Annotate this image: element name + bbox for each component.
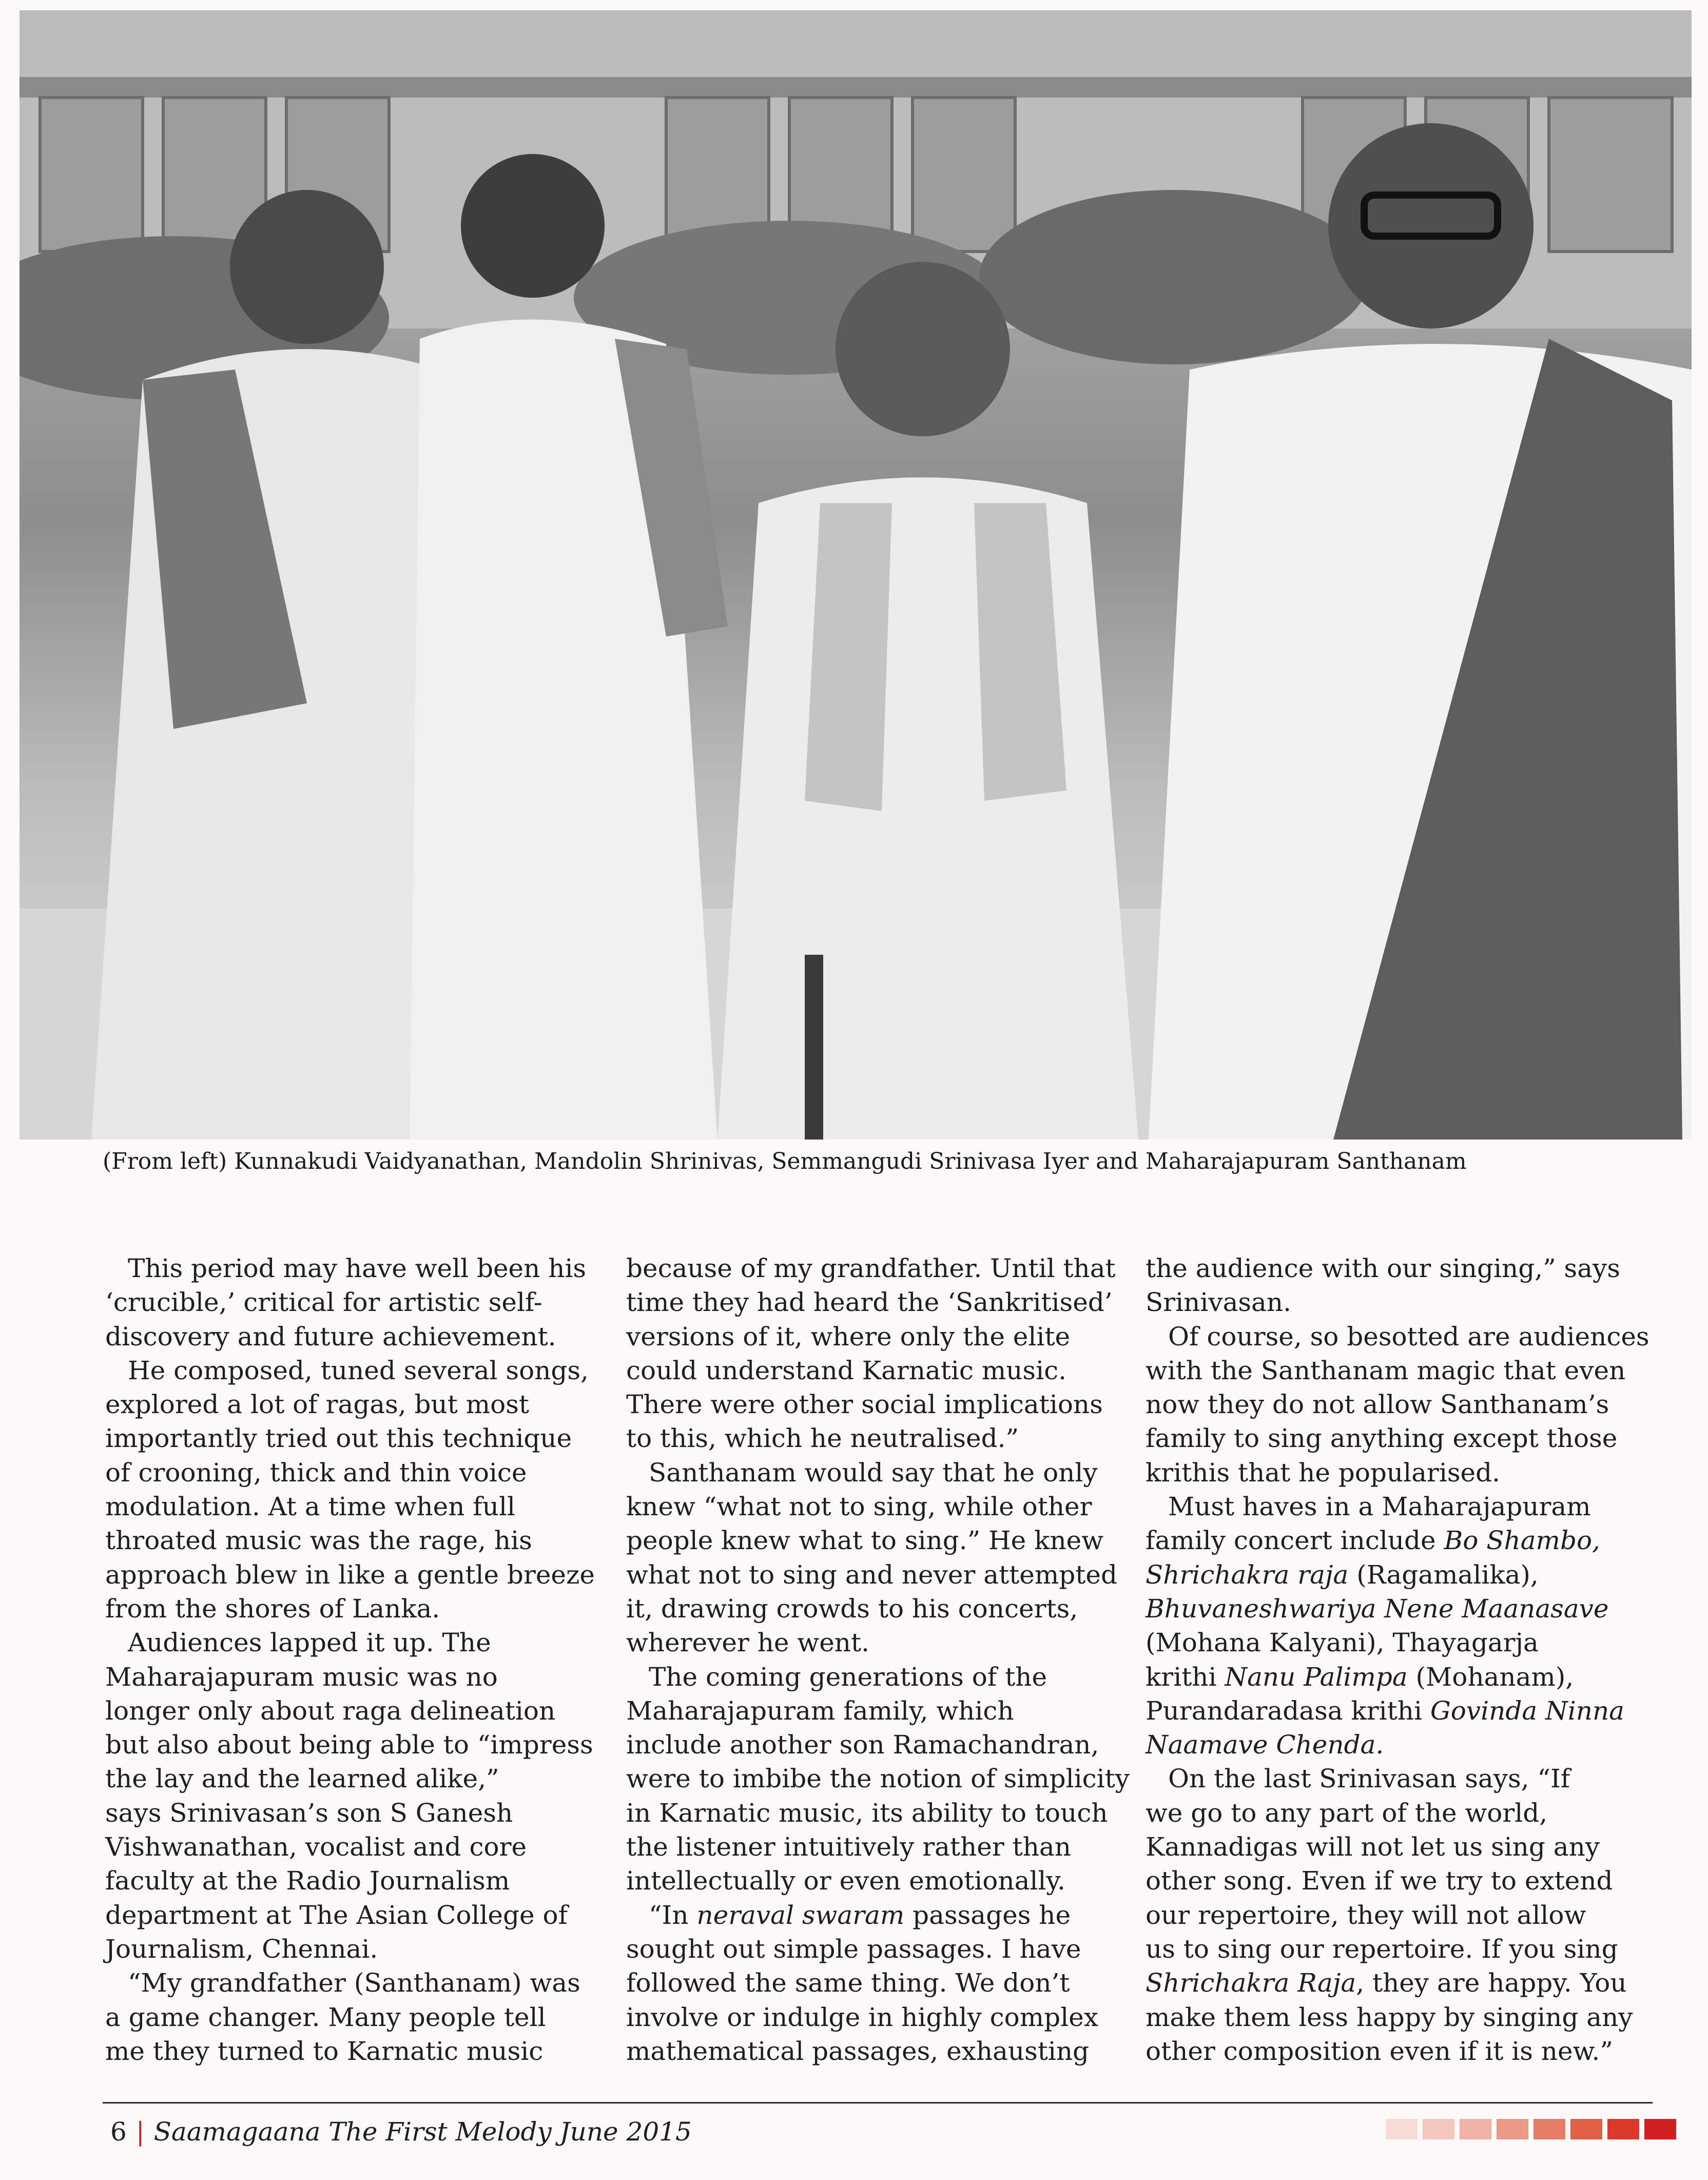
page-number: 6	[110, 2117, 127, 2147]
italic-term: Govinda Ninna	[1430, 1695, 1624, 1726]
text-line	[1146, 1694, 1638, 1728]
text-line: us to sing our repertoire. If you sing	[1146, 1934, 1618, 1964]
text-line: now they do not allow Santhanam’s	[1146, 1390, 1609, 1420]
text-line: Must haves in a Maharajapuram	[1168, 1492, 1591, 1522]
text-line: The coming generations of the	[649, 1662, 1047, 1692]
text-line: Santhanam would say that he only	[649, 1457, 1098, 1488]
text-line: Srinivasan.	[1146, 1287, 1291, 1318]
text-line: ‘crucible,’ critical for artistic self-	[105, 1287, 542, 1318]
text-line: time they had heard the ‘Sankritised’	[626, 1287, 1113, 1318]
text-line: in Karnatic music, its ability to touch	[626, 1798, 1108, 1828]
text-line: krithis that he popularised.	[1146, 1457, 1500, 1488]
text-line: what not to sing and never attempted	[626, 1559, 1117, 1590]
text-line: faculty at the Radio Journalism	[105, 1866, 510, 1896]
text-line: modulation. At a time when full	[105, 1492, 515, 1522]
paragraph	[105, 1626, 598, 1966]
text-line: importantly tried out this technique	[105, 1423, 572, 1454]
text-run: Purandaradasa krithi	[1146, 1695, 1430, 1726]
text-line: This period may have well been his	[128, 1253, 587, 1283]
text-line	[1146, 1558, 1638, 1592]
publication-line: Saamagaana The First Melody June 2015	[153, 2117, 692, 2147]
text-line: longer only about raga delineation	[105, 1695, 556, 1726]
italic-term: neraval swaram	[696, 1900, 905, 1930]
text-line: He composed, tuned several songs,	[128, 1355, 589, 1385]
italic-term: Shrichakra raja	[1146, 1559, 1349, 1590]
paragraph	[626, 1660, 1130, 1898]
text-line: explored a lot of ragas, but most	[105, 1390, 530, 1420]
paragraph	[105, 1354, 598, 1626]
footer-rule	[103, 2102, 1653, 2104]
text-run: krithi	[1146, 1662, 1225, 1692]
text-line: Bhuvaneshwariya Nene Maanasave	[1146, 1593, 1609, 1624]
text-line: because of my grandfather. Until that	[626, 1253, 1116, 1283]
color-bar	[1644, 2119, 1676, 2139]
text-line: family to sing anything except those	[1146, 1423, 1618, 1454]
photo-caption: (From left) Kunnakudi Vaidyanathan, Mandolin Shrinivas, Semmangudi Srinivasa Iyer and Maharajapuram Santhanam	[103, 1148, 1467, 1174]
text-line	[1146, 1966, 1638, 2000]
paragraph	[1146, 1251, 1638, 1320]
footer-separator: |	[135, 2117, 145, 2147]
text-line: were to imbibe the notion of simplicity	[626, 1764, 1130, 1794]
text-line: department at The Asian College of	[105, 1900, 568, 1930]
text-line: There were other social implications	[626, 1390, 1103, 1420]
paragraph	[105, 1966, 598, 2068]
text-line: a game changer. Many people tell	[105, 2002, 546, 2032]
photo-placeholder-icon	[20, 10, 1692, 1140]
text-line: throated music was the rage, his	[105, 1526, 532, 1556]
italic-term: Bo Shambo,	[1444, 1526, 1600, 1556]
text-line: other composition even if it is new.”	[1146, 2036, 1613, 2066]
text-line: our repertoire, they will not allow	[1146, 1900, 1586, 1930]
text-line: followed the same thing. We don’t	[626, 1968, 1070, 1998]
text-line: sought out simple passages. I have	[626, 1934, 1081, 1964]
text-line: Of course, so besotted are audiences	[1168, 1321, 1649, 1352]
paragraph	[1146, 1762, 1638, 2068]
text-line: intellectually or even emotionally.	[626, 1866, 1065, 1896]
text-line: me they turned to Karnatic music	[105, 2036, 544, 2066]
italic-term: Nanu Palimpa	[1225, 1662, 1408, 1692]
italic-term: Shrichakra Raja	[1146, 1968, 1356, 1998]
text-line: On the last Srinivasan says, “If	[1168, 1764, 1570, 1794]
text-line: include another son Ramachandran,	[626, 1730, 1099, 1760]
text-line: says Srinivasan’s son S Ganesh	[105, 1798, 513, 1828]
text-line	[626, 1898, 1114, 1932]
color-bar	[1423, 2119, 1454, 2139]
text-line: Audiences lapped it up. The	[128, 1628, 491, 1658]
text-run: (Ragamalika),	[1348, 1559, 1539, 1590]
text-line: to this, which he neutralised.”	[626, 1423, 1019, 1454]
text-line: (Mohana Kalyani), Thayagarja	[1146, 1628, 1539, 1658]
text-line: “My grandfather (Santhanam) was	[128, 1968, 580, 1998]
text-line: from the shores of Lanka.	[105, 1593, 440, 1624]
article-column-3	[1146, 1251, 1649, 2073]
color-bar	[1497, 2119, 1528, 2139]
text-line: could understand Karnatic music.	[626, 1355, 1066, 1385]
paragraph	[1146, 1320, 1649, 1490]
text-line: we go to any part of the world,	[1146, 1798, 1548, 1828]
text-run: family concert include	[1146, 1526, 1444, 1556]
paragraph	[626, 1251, 1114, 1456]
text-line: but also about being able to “impress	[105, 1730, 593, 1760]
text-line: Maharajapuram music was no	[105, 1662, 498, 1692]
text-line: wherever he went.	[626, 1628, 869, 1658]
color-bar	[1460, 2119, 1491, 2139]
text-run: (Mohanam),	[1407, 1662, 1574, 1692]
paragraph	[1146, 1490, 1638, 1762]
text-line: knew “what not to sing, while other	[626, 1492, 1092, 1522]
text-line: of crooning, thick and thin voice	[105, 1457, 527, 1488]
text-line: involve or indulge in highly complex	[626, 2002, 1098, 2032]
text-line: discovery and future achievement.	[105, 1321, 556, 1352]
text-line: the listener intuitively rather than	[626, 1832, 1071, 1862]
text-line: it, drawing crowds to his concerts,	[626, 1593, 1078, 1624]
color-bar	[1386, 2119, 1418, 2139]
article-photo	[20, 10, 1692, 1140]
text-line: the lay and the learned alike,”	[105, 1764, 499, 1794]
text-run: passages he	[904, 1900, 1071, 1930]
text-line: other song. Even if we try to extend	[1146, 1866, 1613, 1896]
text-line: people knew what to sing.” He knew	[626, 1526, 1104, 1556]
page-footer	[110, 2114, 692, 2150]
paragraph	[626, 1898, 1114, 2068]
text-line: Naamave Chenda.	[1146, 1730, 1384, 1760]
text-line: the audience with our singing,” says	[1146, 1253, 1620, 1283]
text-line: mathematical passages, exhausting	[626, 2036, 1090, 2066]
text-line: Journalism, Chennai.	[105, 1934, 378, 1964]
text-line: with the Santhanam magic that even	[1146, 1355, 1626, 1385]
text-line: Maharajapuram family, which	[626, 1695, 1014, 1726]
article-column-1	[105, 1251, 598, 2073]
text-line	[1146, 1523, 1638, 1557]
text-line: approach blew in like a gentle breeze	[105, 1559, 595, 1590]
color-bar	[1534, 2119, 1565, 2139]
paragraph	[626, 1456, 1117, 1660]
article-column-2	[626, 1251, 1130, 2073]
color-bar	[1570, 2119, 1602, 2139]
text-line: make them less happy by singing any	[1146, 2002, 1633, 2032]
text-run: “In	[649, 1900, 697, 1930]
text-line: versions of it, where only the elite	[626, 1321, 1071, 1352]
color-bar	[1607, 2119, 1639, 2139]
paragraph	[105, 1251, 598, 1354]
text-line	[1146, 1660, 1638, 1694]
text-line: Kannadigas will not let us sing any	[1146, 1832, 1600, 1862]
text-run: , they are happy. You	[1356, 1968, 1627, 1998]
text-line: Vishwanathan, vocalist and core	[105, 1832, 527, 1862]
